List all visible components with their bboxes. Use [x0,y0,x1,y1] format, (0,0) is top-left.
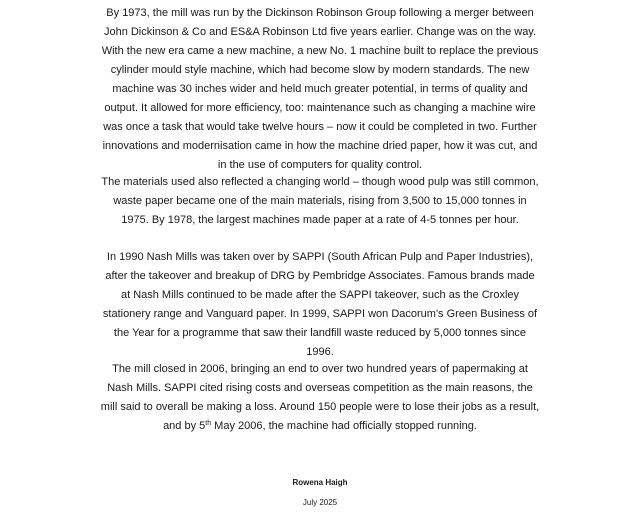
body-paragraph-sappi-takeover: In 1990 Nash Mills was taken over by SAPPI (South African Pulp and Paper Industries), after the takeover and breakup of DRG by Pembridge Associates. Famous brands made at Nash Mills continued to be made after the SAPPI takeover, such as the Croxley stationery range and Vanguard paper. In 1999, SAPPI won Dacorum's Green Business of the Year for a programme that saw their landfill waste reduced by 5,000 tonnes since 1996. [102,251,538,358]
publication-date: July 2025 [302,498,338,507]
author-name: Rowena Haigh [292,478,348,487]
body-paragraph-materials: The materials used also reflected a changing world – though wood pulp was still common, waste paper became one of the main materials, rising from 3,500 to 15,000 tonnes in 1975. By 1978, the largest machines made paper at a rate of 4-5 tonnes per hour. [101,176,539,226]
ordinal-suffix: th [205,420,212,427]
closure-text-start: The mill closed in 2006, bringing an end to over two hundred years of papermaking at Nash Mills. SAPPI cited rising costs and overseas competition as the main reasons, the mill said to overall be making a loss. Around 150 people were to lose their jobs as a result, and by 5 [100,363,540,432]
body-paragraph-1973-merger: By 1973, the mill was run by the Dickinson Robinson Group following a merger between John Dickinson & Co and ES&A Robinson Ltd five years earlier. Change was on the way. With the new era came a new machine, a new No. 1 machine built to replace the previous cylinder mould style machine, which had become slow by modern standards. The new machine was 30 inches wider and held much greater potential, in terms of quality and output. It allowed for more efficiency, too: maintenance such as changing a machine wire was once a task that would take twelve hours – now it could be completed in two. Further innovations and modernisation came in how the machine dried paper, how it was cut, and in the use of computers for quality control. [101,7,539,171]
body-paragraph-mill-closure [100,360,540,436]
closure-text-end: May 2006, the machine had officially stopped running. [211,420,477,432]
